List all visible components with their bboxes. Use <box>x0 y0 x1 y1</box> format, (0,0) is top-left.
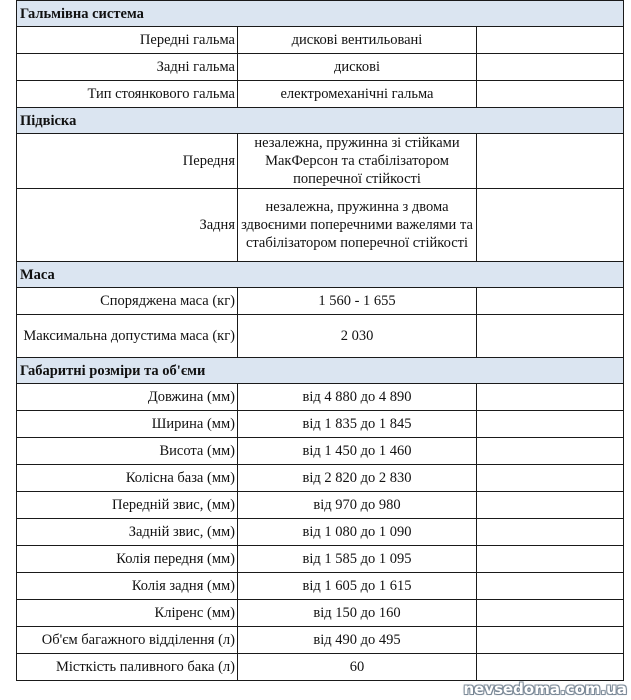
row-value: 60 <box>238 654 477 681</box>
table-row <box>17 465 624 492</box>
table-row <box>17 573 624 600</box>
row-label: Кліренс (мм) <box>17 600 238 627</box>
row-value: від 1 835 до 1 845 <box>238 411 477 438</box>
row-value: від 150 до 160 <box>238 600 477 627</box>
row-label: Об'єм багажного відділення (л) <box>17 627 238 654</box>
watermark-text: nevsedoma.com.ua <box>463 680 627 698</box>
table-row <box>17 189 624 262</box>
row-label: Передні гальма <box>17 27 238 54</box>
section-header-mass <box>17 262 624 288</box>
row-extra <box>477 288 624 315</box>
row-extra <box>477 519 624 546</box>
table-row <box>17 600 624 627</box>
table-row <box>17 54 624 81</box>
row-label: Споряджена маса (кг) <box>17 288 238 315</box>
row-value: незалежна, пружинна з двома здвоєними поперечними важелями та стабілізатором поперечної стійкості <box>238 189 477 262</box>
table-row <box>17 411 624 438</box>
table-row <box>17 81 624 108</box>
row-label: Передня <box>17 134 238 189</box>
row-value: дискові вентильовані <box>238 27 477 54</box>
section-header-brakes <box>17 1 624 27</box>
row-value: від 1 585 до 1 095 <box>238 546 477 573</box>
table-row <box>17 519 624 546</box>
table-row <box>17 288 624 315</box>
row-label: Максимальна допустима маса (кг) <box>17 315 238 358</box>
row-extra <box>477 189 624 262</box>
row-value: від 490 до 495 <box>238 627 477 654</box>
section-title: Габаритні розміри та об'єми <box>17 358 624 384</box>
section-title: Гальмівна система <box>17 1 624 27</box>
section-header-suspension <box>17 108 624 134</box>
table-row <box>17 134 624 189</box>
row-label: Місткість паливного бака (л) <box>17 654 238 681</box>
spec-table <box>16 0 624 681</box>
table-row <box>17 492 624 519</box>
row-value: від 1 450 до 1 460 <box>238 438 477 465</box>
row-value: дискові <box>238 54 477 81</box>
row-extra <box>477 654 624 681</box>
row-extra <box>477 465 624 492</box>
row-label: Задні гальма <box>17 54 238 81</box>
row-value: 2 030 <box>238 315 477 358</box>
row-label: Задній звис, (мм) <box>17 519 238 546</box>
table-row <box>17 27 624 54</box>
row-extra <box>477 134 624 189</box>
table-row <box>17 546 624 573</box>
row-label: Висота (мм) <box>17 438 238 465</box>
table-row <box>17 315 624 358</box>
table-row <box>17 627 624 654</box>
row-extra <box>477 27 624 54</box>
row-label: Передній звис, (мм) <box>17 492 238 519</box>
row-value: від 2 820 до 2 830 <box>238 465 477 492</box>
row-label: Довжина (мм) <box>17 384 238 411</box>
table-row <box>17 654 624 681</box>
row-extra <box>477 438 624 465</box>
row-extra <box>477 54 624 81</box>
section-title: Підвіска <box>17 108 624 134</box>
section-title: Маса <box>17 262 624 288</box>
row-extra <box>477 81 624 108</box>
table-row <box>17 384 624 411</box>
row-value: від 4 880 до 4 890 <box>238 384 477 411</box>
table-row <box>17 438 624 465</box>
row-label: Колія задня (мм) <box>17 573 238 600</box>
row-value: від 1 080 до 1 090 <box>238 519 477 546</box>
row-value: від 1 605 до 1 615 <box>238 573 477 600</box>
row-extra <box>477 573 624 600</box>
row-label: Задня <box>17 189 238 262</box>
row-label: Колісна база (мм) <box>17 465 238 492</box>
section-header-dimensions <box>17 358 624 384</box>
row-value: від 970 до 980 <box>238 492 477 519</box>
row-label: Ширина (мм) <box>17 411 238 438</box>
row-extra <box>477 492 624 519</box>
row-extra <box>477 546 624 573</box>
row-value: електромеханічні гальма <box>238 81 477 108</box>
row-value: незалежна, пружинна зі стійками МакФерсон та стабілізатором поперечної стійкості <box>238 134 477 189</box>
row-label: Тип стоянкового гальма <box>17 81 238 108</box>
row-extra <box>477 384 624 411</box>
row-extra <box>477 600 624 627</box>
row-value: 1 560 - 1 655 <box>238 288 477 315</box>
row-extra <box>477 627 624 654</box>
row-label: Колія передня (мм) <box>17 546 238 573</box>
row-extra <box>477 411 624 438</box>
row-extra <box>477 315 624 358</box>
